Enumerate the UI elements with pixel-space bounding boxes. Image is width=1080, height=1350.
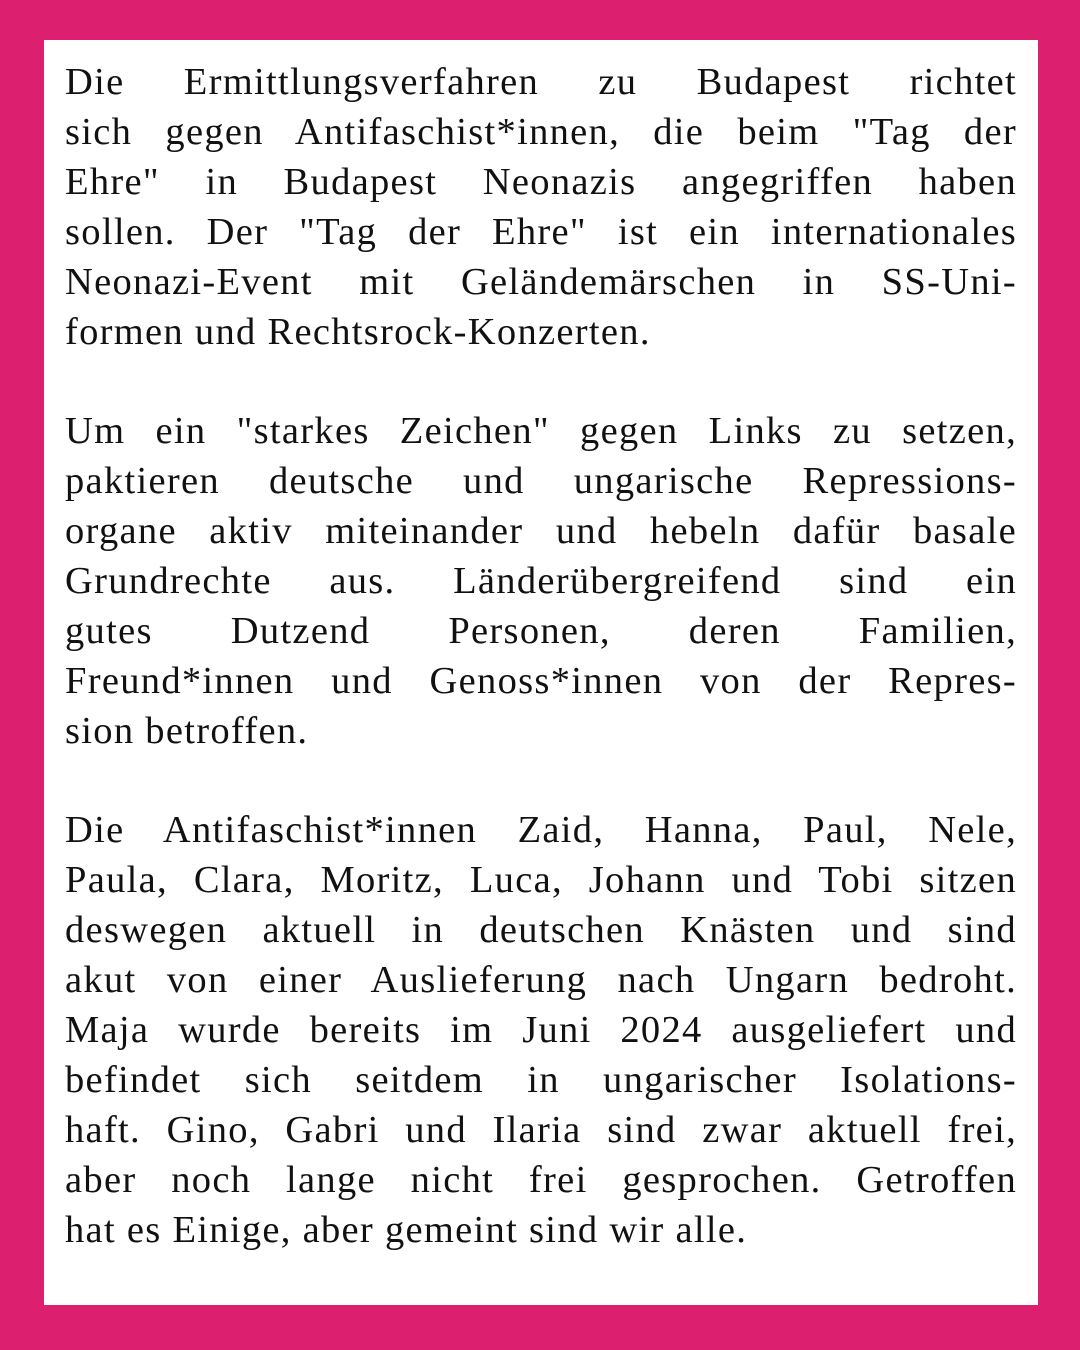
text-line: Ehre" in Budapest Neonazis angegriffen haben — [65, 161, 1017, 203]
text-card — [44, 40, 1038, 1305]
text-line: Maja wurde bereits im Juni 2024 ausgeliefert und — [65, 1009, 1017, 1051]
text-line: sich gegen Antifaschist*innen, die beim "Tag der — [65, 111, 1017, 153]
text-line: haft. Gino, Gabri und Ilaria sind zwar aktuell frei, — [65, 1109, 1017, 1151]
text-line: Um ein "starkes Zeichen" gegen Links zu setzen, — [65, 410, 1017, 452]
text-line: Die Antifaschist*innen Zaid, Hanna, Paul, Nele, — [65, 809, 1017, 851]
text-line: aber noch lange nicht frei gesprochen. Getroffen — [65, 1159, 1017, 1201]
paragraph-1 — [65, 57, 1017, 357]
text-line: Paula, Clara, Moritz, Luca, Johann und Tobi sitzen — [65, 859, 1017, 901]
text-line: organe aktiv miteinander und hebeln dafür basale — [65, 510, 1017, 552]
text-line: deswegen aktuell in deutschen Knästen und sind — [65, 909, 1017, 951]
text-line: akut von einer Auslieferung nach Ungarn bedroht. — [65, 959, 1017, 1001]
text-line: hat es Einige, aber gemeint sind wir alle. — [65, 1209, 748, 1251]
paragraph-2 — [65, 406, 1017, 756]
text-line: sion betroffen. — [65, 710, 309, 752]
text-line: gutes Dutzend Personen, deren Familien, — [65, 610, 1017, 652]
text-line: befindet sich seitdem in ungarischer Isolations- — [65, 1059, 1017, 1101]
text-line: Freund*innen und Genoss*innen von der Repres- — [65, 660, 1017, 702]
text-line: Grundrechte aus. Länderübergreifend sind ein — [65, 560, 1017, 602]
text-line: Die Ermittlungsverfahren zu Budapest richtet — [65, 61, 1017, 103]
paragraph-3 — [65, 805, 1017, 1255]
text-line: paktieren deutsche und ungarische Repressions- — [65, 460, 1017, 502]
text-line: Neonazi-Event mit Geländemärschen in SS-Uni- — [65, 261, 1017, 303]
text-line: sollen. Der "Tag der Ehre" ist ein internationales — [65, 211, 1017, 253]
text-line: formen und Rechtsrock-Konzerten. — [65, 311, 651, 353]
